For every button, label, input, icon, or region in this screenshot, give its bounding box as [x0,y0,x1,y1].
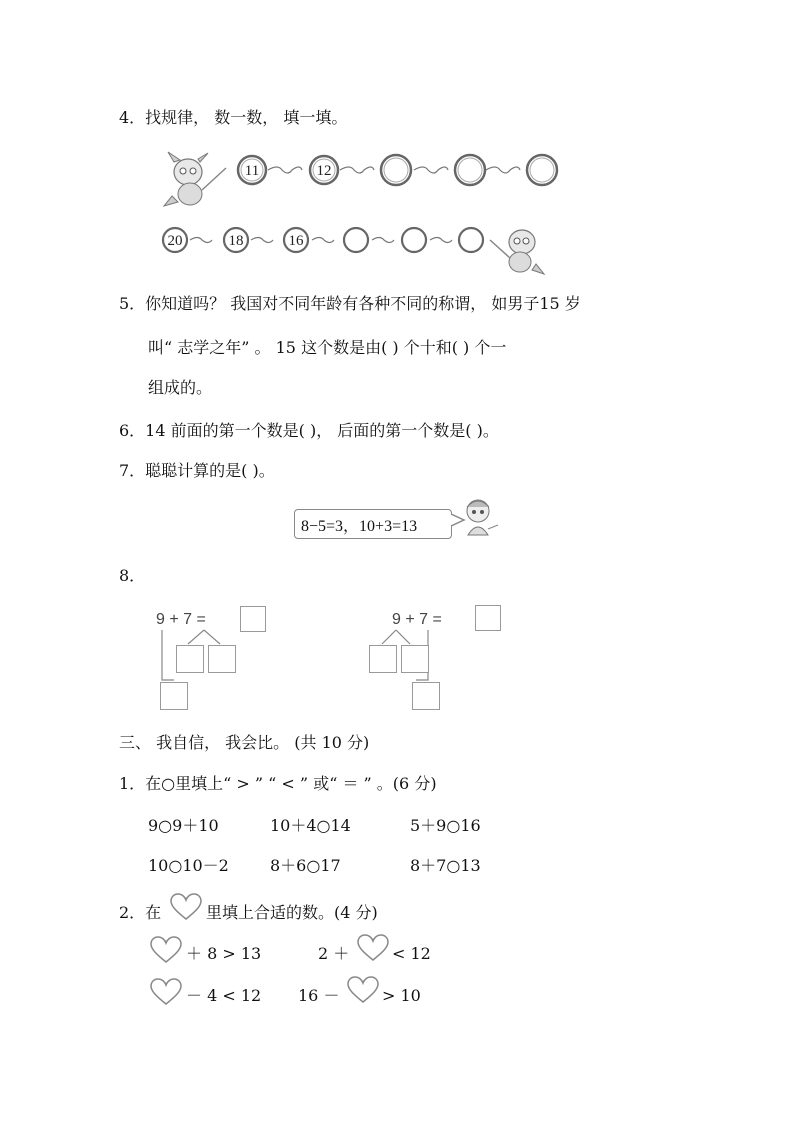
svg-text:18: 18 [228,233,244,249]
inequality-1: ＋ 8 > 13 [186,944,262,963]
q8-right-answer-box[interactable] [475,605,501,631]
seq-blank-circle[interactable] [344,228,368,252]
q8-left-sum-box[interactable] [160,682,188,710]
seq-circle-18 [224,228,248,252]
s3-q2-text-post: 里填上合适的数。(4 分) [206,903,378,922]
seq-circle-12 [310,156,338,184]
svg-text:11: 11 [244,163,260,179]
sequence-row-1 [230,150,560,190]
seq-blank-circle[interactable] [527,155,557,185]
section3-title: 三、 我自信， 我会比。 (共 10 分) [119,733,370,752]
seq-blank-circle[interactable] [402,228,426,252]
child-mascot-icon [460,497,500,541]
inequality-4-post: > 10 [382,986,421,1005]
q7-text: 7．聪聪计算的是( )。 [119,461,275,480]
inequality-2-pre: 2 ＋ [318,944,350,963]
heart-answer-icon[interactable] [150,978,182,1006]
seq-blank-circle[interactable] [455,155,485,185]
heart-answer-icon[interactable] [347,976,379,1004]
svg-text:20: 20 [167,233,183,249]
q8-right-split-box[interactable] [401,645,429,673]
mascot-right-icon [488,222,548,278]
inequality-3: － 4 < 12 [186,986,262,1005]
heart-icon [170,893,202,921]
inequality-2-post: < 12 [392,944,431,963]
compare-item[interactable]: 9○9＋10 [148,816,219,835]
q4-text: 4．找规律， 数一数， 填一填。 [119,108,348,127]
seq-circle-11 [238,156,266,184]
seq-blank-circle[interactable] [381,155,411,185]
compare-item[interactable]: 10○10－2 [148,856,229,875]
seq-blank-circle[interactable] [459,228,483,252]
seq-circle-20 [163,228,187,252]
s3-q2-text-pre: 2．在 [119,903,162,922]
q5-line2: 叫“ 志学之年” 。 15 这个数是由( ) 个十和( ) 个一 [148,338,507,357]
seq-circle-16 [284,228,308,252]
q8-left-expression: 9 + 7 = [156,611,206,628]
q8-right-expression: 9 + 7 = [392,611,442,628]
heart-answer-icon[interactable] [150,936,182,964]
compare-item[interactable]: 8＋7○13 [410,856,481,875]
q5-line3: 组成的。 [148,378,213,397]
q6-text: 6．14 前面的第一个数是( )， 后面的第一个数是( )。 [119,421,499,440]
compare-item[interactable]: 5＋9○16 [410,816,481,835]
sequence-row-2 [158,220,498,260]
svg-text:16: 16 [288,233,304,249]
mascot-left-icon [160,150,230,210]
s3-q1-text: 1．在○里填上“ > ” “ < ” 或“ ＝ ” 。(6 分) [119,774,437,793]
q8-right-split-box[interactable] [369,645,397,673]
heart-answer-icon[interactable] [357,934,389,962]
q8-right-sum-box[interactable] [412,682,440,710]
speech-bubble: 8−5=3，10+3=13 [294,509,452,539]
svg-text:12: 12 [316,163,332,179]
compare-item[interactable]: 10＋4○14 [270,816,351,835]
q8-label: 8． [119,566,146,585]
q8-left-answer-box[interactable] [240,606,266,632]
q8-left-split-box[interactable] [208,645,236,673]
compare-item[interactable]: 8＋6○17 [270,856,341,875]
inequality-4-pre: 16 － [298,986,340,1005]
q8-left-split-box[interactable] [176,645,204,673]
q5-line1: 5．你知道吗？ 我国对不同年龄有各种不同的称谓， 如男子15 岁 [119,294,581,313]
